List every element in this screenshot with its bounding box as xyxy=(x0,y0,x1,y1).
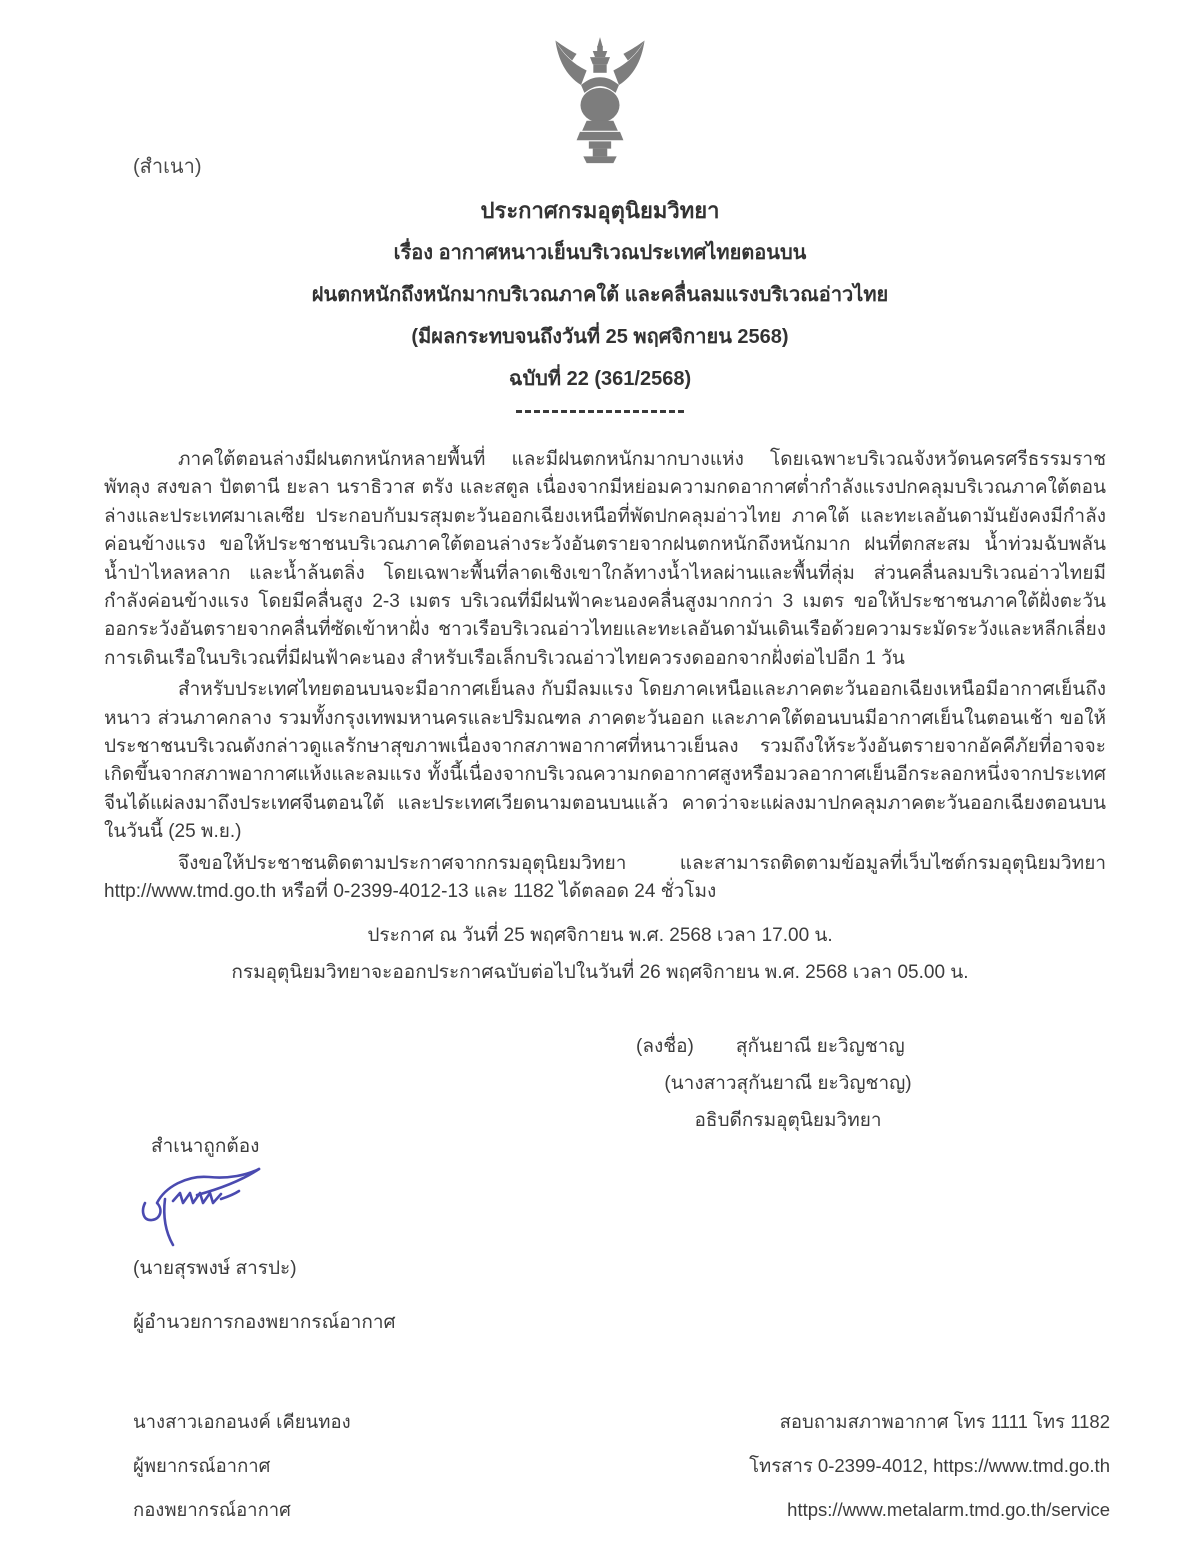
forecaster-division: กองพยากรณ์อากาศ xyxy=(133,1499,291,1520)
certifier-name: (นายสุรพงษ์ สารปะ) xyxy=(133,1258,297,1279)
document-header xyxy=(0,190,1200,413)
forecaster-info xyxy=(104,1400,351,1532)
document-footer xyxy=(104,1400,1110,1532)
copy-correct-label: สำเนาถูกต้อง xyxy=(151,1136,260,1157)
signer-name-parens: (นางสาวสุกันยาณี ยะวิญชาญ) xyxy=(664,1073,912,1094)
subject-line-2: ฝนตกหนักถึงหนักมากบริเวณภาคใต้ และคลื่นลมแรงบริเวณอ่าวไทย xyxy=(311,284,889,306)
certifier-position: ผู้อำนวยการกองพยากรณ์อากาศ xyxy=(133,1312,396,1333)
garuda-emblem xyxy=(544,36,656,177)
forecaster-title: ผู้พยากรณ์อากาศ xyxy=(133,1455,271,1476)
effective-date-line: (มีผลกระทบจนถึงวันที่ 25 พฤศจิกายน 2568) xyxy=(411,326,789,348)
document-body xyxy=(104,446,1106,910)
contact-phone-line: สอบถามสภาพอากาศ โทร 1111 โทร 1182 xyxy=(779,1411,1110,1432)
issued-at-block xyxy=(0,917,1200,991)
copy-label: (สำเนา) xyxy=(133,156,202,178)
signed-label-line xyxy=(588,1028,988,1065)
signed-name: สุกันยาณี ยะวิญชาญ xyxy=(735,1036,905,1057)
contact-info xyxy=(749,1400,1110,1532)
document-title: ประกาศกรมอุตุนิยมวิทยา xyxy=(480,198,720,223)
issue-number-line: ฉบับที่ 22 (361/2568) xyxy=(508,368,692,390)
signer-block xyxy=(588,1028,988,1139)
certification-block xyxy=(133,1131,396,1337)
signer-position: อธิบดีกรมอุตุนิยมวิทยา xyxy=(694,1110,882,1131)
handwritten-signature xyxy=(135,1165,285,1251)
paragraph-upper-thailand-cold: สำหรับประเทศไทยตอนบนจะมีอากาศเย็นลง กับมีลมแรง โดยภาคเหนือและภาคตะวันออกเฉียงเหนือมีอากาศเย็นถึงหนาว ส่วนภาคกลาง รวมทั้งกรุงเทพมหานครและปริมณฑล ภาคตะวันออก และภาคใต้ตอนบนมีอากาศเย็นในตอนเช้า ขอให้ประชาชนบริเวณดังกล่าวดูแลรักษาสุขภาพเนื่องจากสภาพอากาศที่หนาวเย็นลง รวมถึงให้ระวังอันตรายจากอัคคีภัยที่อาจจะเกิดขึ้นจากสภาพอากาศแห้งและลมแรง ทั้งนี้เนื่องจากบริเวณความกดอากาศสูงหรือมวลอากาศเย็นอีกระลอกหนึ่งจากประเทศจีนได้แผ่ลงมาถึงประเทศจีนตอนใต้ และประเทศเวียดนามตอนบนแล้ว คาดว่าจะแผ่ลงมาปกคลุมภาคตะวันออกเฉียงตอนบนในวันนี้ (25 พ.ย.) xyxy=(104,679,1106,843)
contact-alert-service-line: https://www.metalarm.tmd.go.th/service xyxy=(787,1499,1110,1520)
issued-date-line: ประกาศ ณ วันที่ 25 พฤศจิกายน พ.ศ. 2568 เวลา 17.00 น. xyxy=(367,925,833,946)
forecaster-name: นางสาวเอกอนงค์ เคียนทอง xyxy=(133,1411,351,1432)
subject-line-1: เรื่อง อากาศหนาวเย็นบริเวณประเทศไทยตอนบน xyxy=(393,242,807,264)
signed-label: (ลงชื่อ) xyxy=(636,1036,694,1057)
next-issue-line: กรมอุตุนิยมวิทยาจะออกประกาศฉบับต่อไปในวันที่ 26 พฤศจิกายน พ.ศ. 2568 เวลา 05.00 น. xyxy=(231,962,969,983)
dashed-divider xyxy=(516,410,684,413)
paragraph-south-rain: ภาคใต้ตอนล่างมีฝนตกหนักหลายพื้นที่ และมีฝนตกหนักมากบางแห่ง โดยเฉพาะบริเวณจังหวัดนครศรีธรรมราช พัทลุง สงขลา ปัตตานี ยะลา นราธิวาส ตรัง และสตูล เนื่องจากมีหย่อมความกดอากาศต่ำกำลังแรงปกคลุมบริเวณภาคใต้ตอนล่างและประเทศมาเลเซีย ประกอบกับมรสุมตะวันออกเฉียงเหนือที่พัดปกคลุมอ่าวไทย ภาคใต้ และทะเลอันดามันยังคงมีกำลังค่อนข้างแรง ขอให้ประชาชนบริเวณภาคใต้ตอนล่างระวังอันตรายจากฝนตกหนักถึงหนักมาก ฝนที่ตกสะสม น้ำท่วมฉับพลัน น้ำป่าไหลหลาก และน้ำล้นตลิ่ง โดยเฉพาะพื้นที่ลาดเชิงเขาใกล้ทางน้ำไหลผ่านและพื้นที่ลุ่ม ส่วนคลื่นลมบริเวณอ่าวไทยมีกำลังค่อนข้างแรง โดยมีคลื่นสูง 2-3 เมตร บริเวณที่มีฝนฟ้าคะนองคลื่นสูงมากกว่า 3 เมตร ขอให้ประชาชนภาคใต้ฝั่งตะวันออกระวังอันตรายจากคลื่นที่ซัดเข้าหาฝั่ง ชาวเรือบริเวณอ่าวไทยและทะเลอันดามันเดินเรือด้วยความระมัดระวังและหลีกเลี่ยงการเดินเรือในบริเวณที่มีฝนฟ้าคะนอง สำหรับเรือเล็กบริเวณอ่าวไทยควรงดออกจากฝั่งต่อไปอีก 1 วัน xyxy=(104,449,1106,669)
garuda-emblem-graphic xyxy=(544,36,656,172)
contact-fax-website-line: โทรสาร 0-2399-4012, https://www.tmd.go.th xyxy=(749,1455,1110,1476)
paragraph-follow-updates: จึงขอให้ประชาชนติดตามประกาศจากกรมอุตุนิยมวิทยา และสามารถติดตามข้อมูลที่เว็บไซต์กรมอุตุนิยมวิทยา http://www.tmd.go.th หรือที่ 0-2399-4012-13 และ 1182 ได้ตลอด 24 ชั่วโมง xyxy=(104,852,1106,903)
